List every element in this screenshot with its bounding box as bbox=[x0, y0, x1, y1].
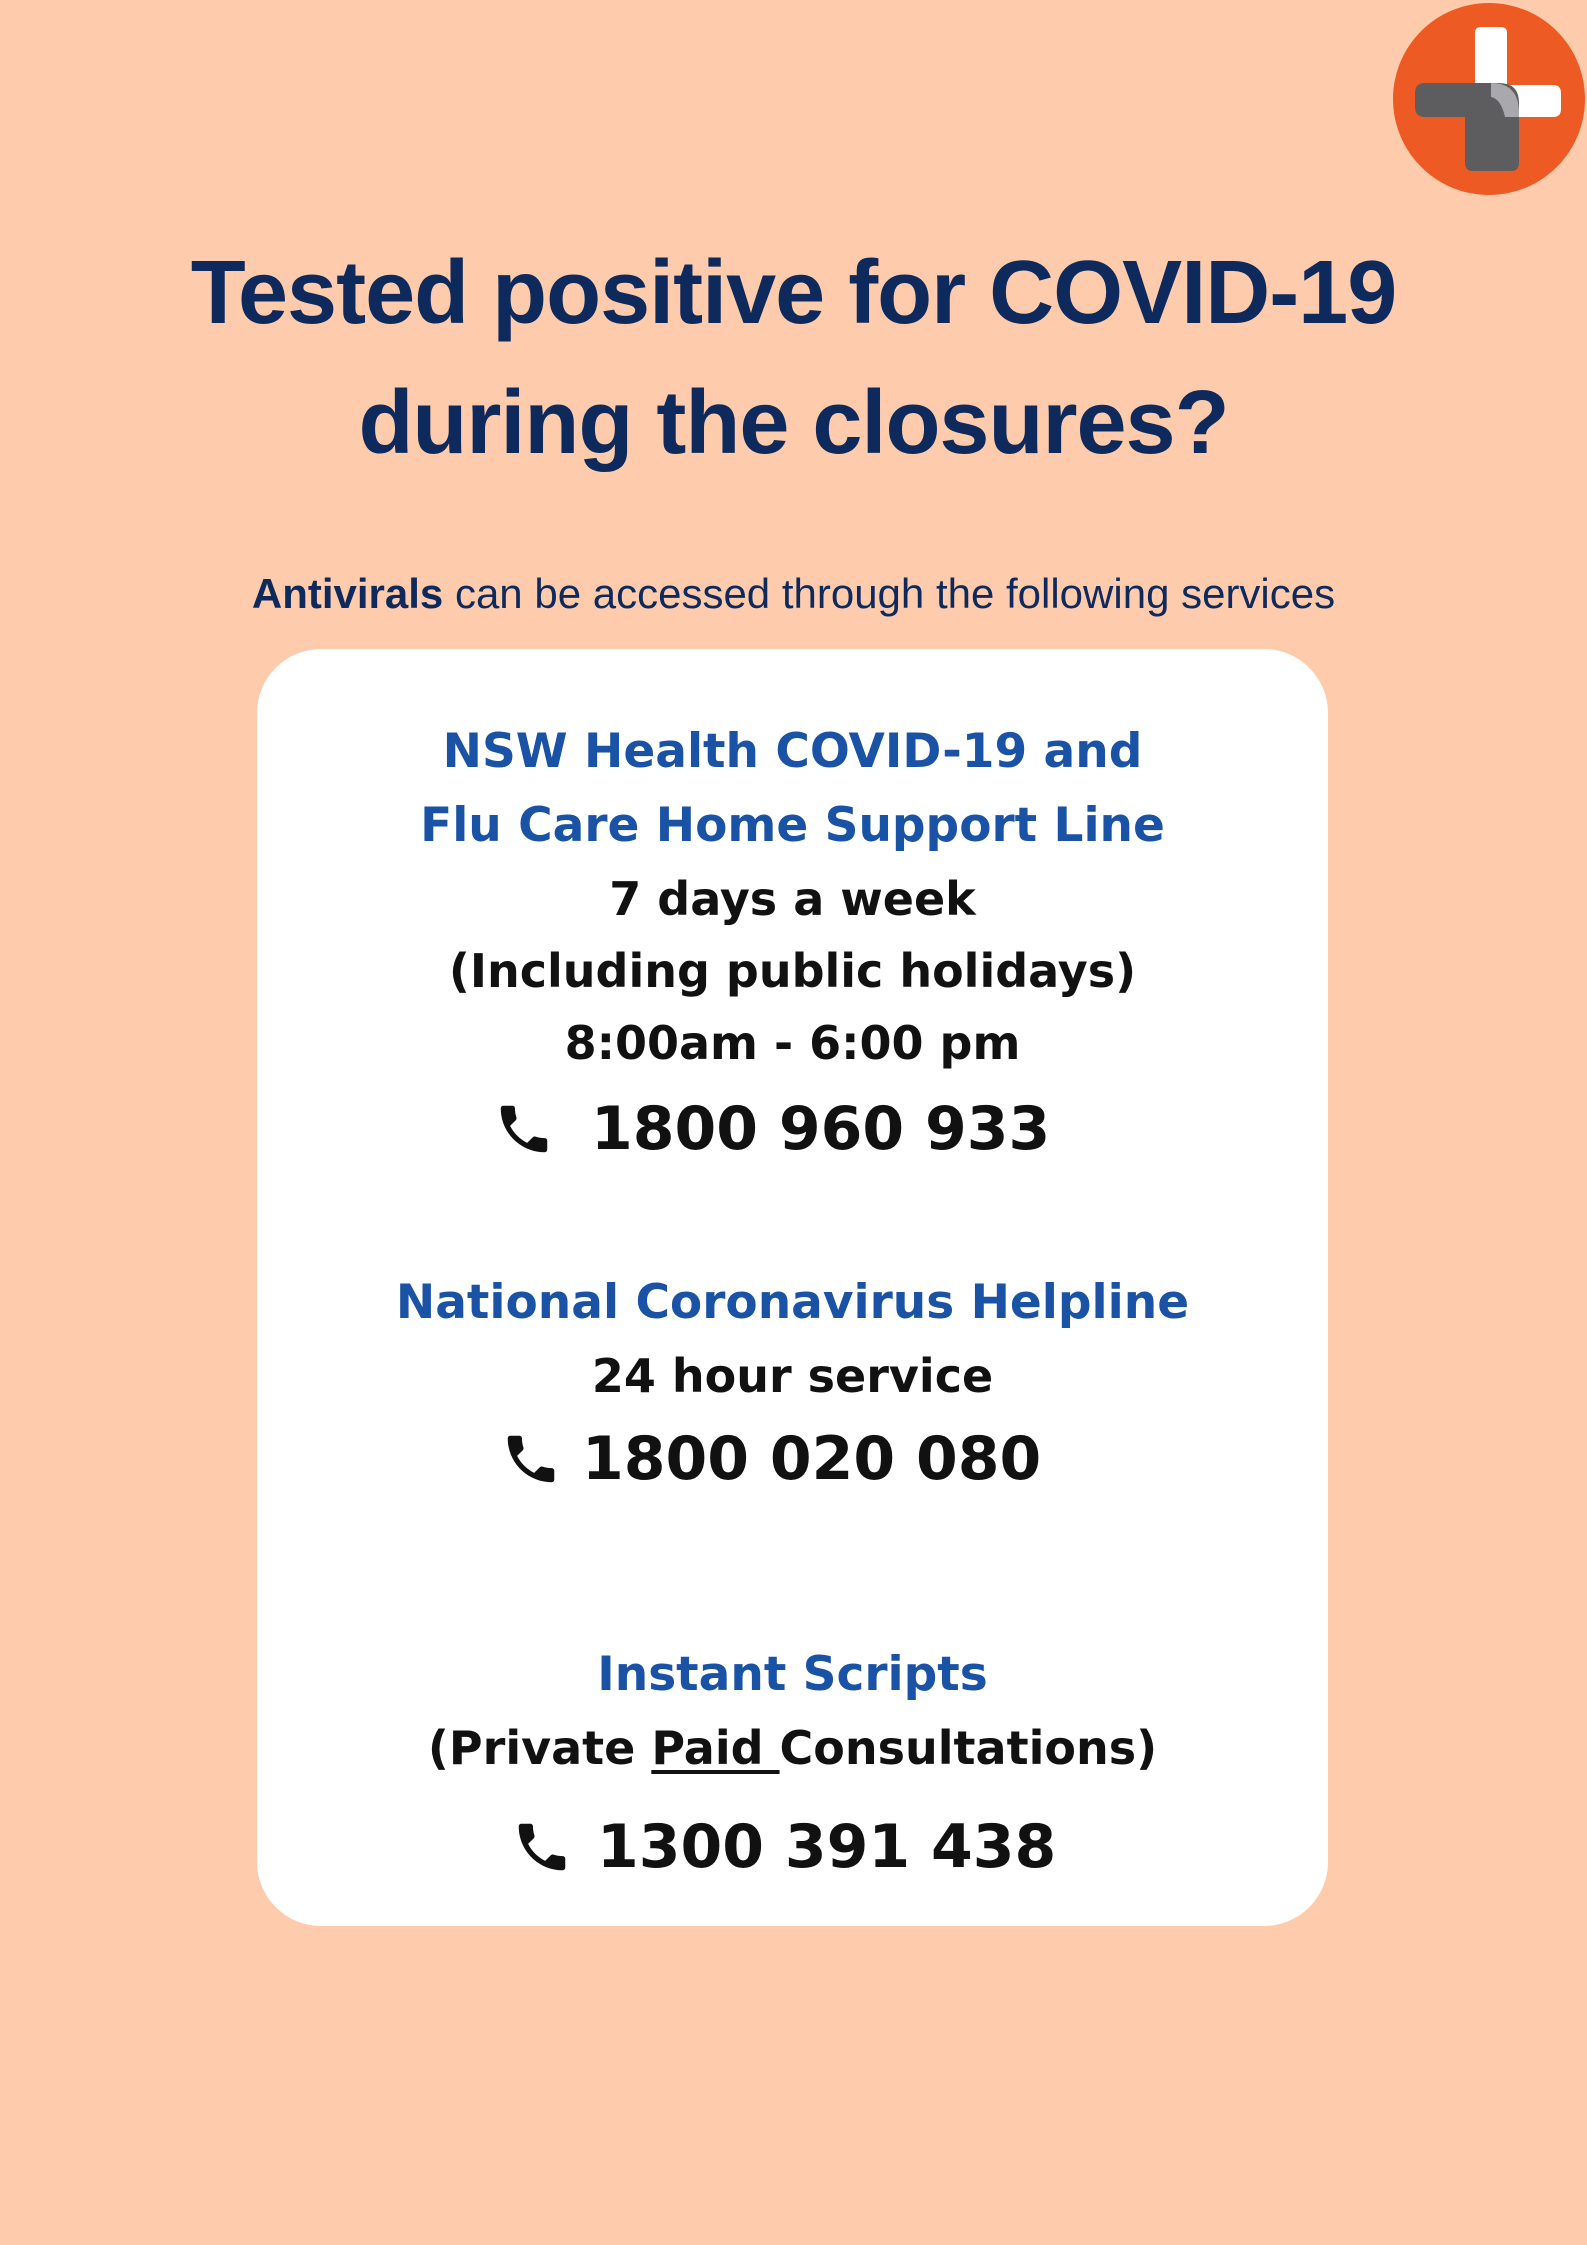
intro-text bbox=[0, 566, 1587, 622]
service-name-line: NSW Health COVID-19 and bbox=[442, 724, 1143, 779]
phone-icon bbox=[500, 1428, 562, 1490]
service-detail: 24 hour service bbox=[591, 1349, 994, 1403]
service-name-line: National Coronavirus Helpline bbox=[395, 1275, 1190, 1330]
medical-cross-logo-icon bbox=[1393, 3, 1585, 195]
service-nsw-health bbox=[257, 715, 1328, 1079]
detail-underlined: Paid bbox=[651, 1721, 780, 1775]
title-line-2: during the closures? bbox=[358, 373, 1229, 473]
detail-after: Consultations) bbox=[779, 1721, 1158, 1775]
phone-number[interactable]: 1300 391 438 bbox=[597, 1812, 1057, 1882]
detail-before: (Private bbox=[427, 1721, 652, 1775]
service-detail: 7 days a week bbox=[609, 872, 976, 926]
title-line-1: Tested positive for COVID-19 bbox=[190, 243, 1397, 343]
phone-icon bbox=[511, 1816, 573, 1878]
service-name-line: Flu Care Home Support Line bbox=[420, 798, 1165, 853]
phone-number[interactable]: 1800 020 080 bbox=[582, 1424, 1042, 1494]
services-card bbox=[257, 649, 1328, 1926]
service-detail bbox=[257, 1712, 1328, 1784]
service-name-line: Instant Scripts bbox=[597, 1647, 988, 1702]
phone-row-instant-scripts[interactable] bbox=[511, 1805, 1056, 1889]
intro-rest: can be accessed through the following services bbox=[443, 570, 1336, 617]
service-instant-scripts bbox=[257, 1638, 1328, 1784]
phone-row-nsw[interactable] bbox=[493, 1087, 1050, 1171]
intro-emphasis: Antivirals bbox=[251, 570, 444, 617]
phone-row-national[interactable] bbox=[500, 1417, 1041, 1501]
service-detail: (Including public holidays) bbox=[448, 944, 1137, 998]
page-title bbox=[0, 228, 1587, 488]
phone-icon bbox=[493, 1098, 555, 1160]
phone-number[interactable]: 1800 960 933 bbox=[591, 1094, 1051, 1164]
service-detail: 8:00am - 6:00 pm bbox=[564, 1016, 1021, 1070]
service-national-helpline bbox=[257, 1266, 1328, 1412]
